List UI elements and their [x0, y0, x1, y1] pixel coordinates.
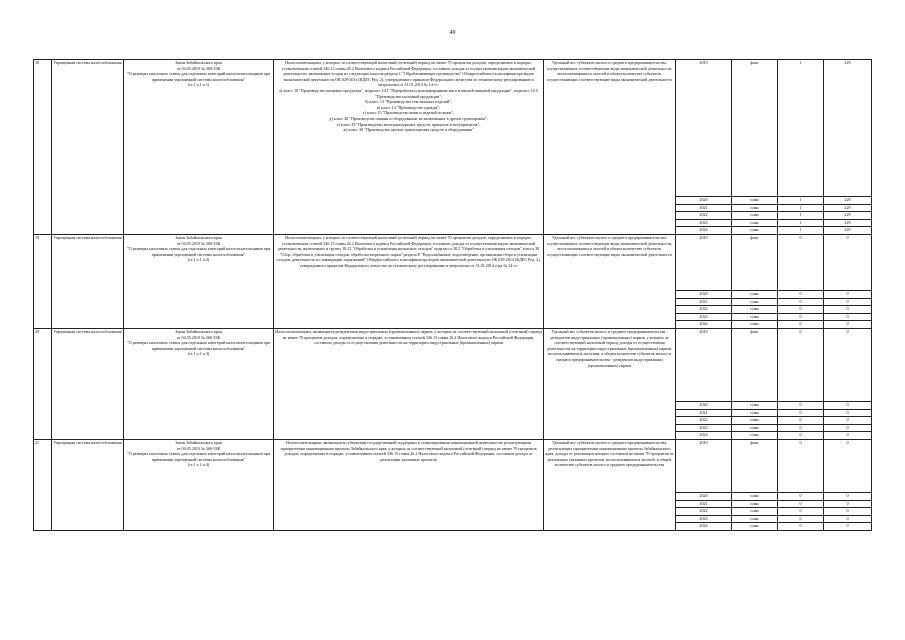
value-type-cell: план	[732, 409, 778, 417]
value-cell: 0	[778, 500, 824, 508]
value-cell: 0	[778, 439, 824, 492]
value-cell: 0	[778, 417, 824, 425]
value-type-cell: факт	[732, 328, 778, 401]
row-number: 20	[34, 328, 52, 439]
year-cell: 2024	[676, 227, 732, 235]
value-type-cell: план	[732, 523, 778, 531]
value-type-cell: факт	[732, 439, 778, 492]
value-cell: 1	[778, 219, 824, 227]
legal-basis: Закон Забайкальского края от 04.05.2010 № 360-ЗЗК "О размерах налоговых ставок для отдельных категорий налогоплательщиков при применении упрощенной системы налогообложения" (ст.1 ч.1 п.2)	[124, 234, 274, 328]
value-cell: 0	[824, 409, 872, 417]
value-cell: 0	[778, 409, 824, 417]
year-cell: 2021	[676, 500, 732, 508]
year-cell: 2019	[676, 328, 732, 401]
value-type-cell: план	[732, 204, 778, 212]
value-cell: 0	[824, 401, 872, 409]
tax-benefit-table	[33, 59, 872, 531]
value-cell: 229	[824, 204, 872, 212]
value-type-cell: план	[732, 290, 778, 298]
row-number: 21	[34, 439, 52, 530]
year-cell: 2019	[676, 439, 732, 492]
value-cell: 0	[824, 313, 872, 321]
value-cell: 1	[778, 204, 824, 212]
value-type-cell: план	[732, 227, 778, 235]
year-cell: 2019	[676, 60, 732, 197]
value-cell: 0	[778, 523, 824, 531]
value-cell: 229	[824, 212, 872, 220]
year-cell: 2022	[676, 417, 732, 425]
page-number: 49	[449, 30, 456, 36]
value-cell: 0	[824, 500, 872, 508]
value-type-cell: факт	[732, 234, 778, 290]
year-cell: 2021	[676, 204, 732, 212]
benefit-description: Налогоплательщики, являющиеся резидентами индустриальных (промышленных) парков, у которых за соответствующий налоговый (отчетный) период не менее 70 процентов доходов, определяемых в порядке, установленном статьей 346.15 главы 26.2 Налогового кодекса Российской Федерации, составили доходы от осуществления деятельности на территории индустриальных (промышленных) парков	[274, 328, 544, 439]
benefit-description: Налогоплательщики, у которых за соответствующий налоговый (отчетный) период не менее 70 процентов доходов, определяемых в порядке, установленном статьей 346.15 главы 26.2 Налогового кодекса Российской Федерации, составили доходы от осуществления видов экономической деятельности, включенных в один из следующих классов раздела С "Обрабатывающие производства" Общероссийского классификатора видов экономической деятельности ОК 029-2014 (КДЕС Ред. 2), утвержденного приказом Федерального агентства по техническому регулированию и метрологии от 31.01.2014 № 14-ст: а) класс 10 "Производство пищевых продуктов", подкласс 10.1 "Переработка и консервирование мяса и мясной пищевой продукции", подкласс 10.5 "Производство молочной продукции"; б) класс 13 "Производство текстильных изделий"; в) класс 14 "Производство одежды"; г) класс 15 "Производство кожи и изделий из кожи"; д) класс 28 "Производство машин и оборудования, не включенных в другие группировки"; е) класс 29 "Производство автотранспортных средств, прицепов и полуприцепов"; ж) класс 30 "Производство прочих транспортных средств и оборудования"	[274, 60, 544, 235]
value-cell: 0	[824, 439, 872, 492]
tax-name: Упрощенная система налогообложения	[52, 234, 124, 328]
value-cell: 229	[824, 227, 872, 235]
value-type-cell: план	[732, 313, 778, 321]
table-body	[34, 60, 872, 531]
benefit-description: Налогоплательщики, являющиеся субъектами государственной поддержки и стимулирования инновационной деятельности, реализующими приоритетные инновационные проекты Забайкальского края, у которых за соответствующий налоговый (отчетный) период не менее 70 процентов доходов, определяемых в порядке, установленном статьей 346.15 главы 26.2 Налогового кодекса Российской Федерации, составили доходы от реализации указанных проектов	[274, 439, 544, 530]
value-cell: 0	[778, 290, 824, 298]
year-cell: 2020	[676, 290, 732, 298]
value-cell: 0	[778, 298, 824, 306]
year-cell: 2019	[676, 234, 732, 290]
value-type-cell: план	[732, 424, 778, 432]
value-type-cell: план	[732, 508, 778, 516]
value-cell: 0	[778, 432, 824, 440]
value-cell: 0	[824, 515, 872, 523]
value-cell: 1	[778, 197, 824, 205]
legal-basis: Закон Забайкальского края от 04.05.2010 № 360-ЗЗК "О размерах налоговых ставок для отдельных категорий налогоплательщиков при применении упрощенной системы налогообложения" (ст.1 ч.1 п.3)	[124, 328, 274, 439]
value-cell: 0	[778, 234, 824, 290]
benefit-description: Налогоплательщики, у которых за соответствующий налоговый (отчетный) период не менее 70 процентов доходов, определяемых в порядке, установленном статьей 346.15 главы 26.2 Налогового кодекса Российской Федерации, составили доходы от осуществления видов экономической деятельности, включенных в группу 38.21 "Обработка и утилизация неопасных отходов" подкласса 38.2 "Обработка и утилизация отходов" класса 38 "Сбор, обработка и утилизация отходов, обработка вторичного сырья" раздела Е "Водоснабжение; водоотведение, организация сбора и утилизации отходов, деятельность по ликвидации загрязнений" Общероссийского классификатора видов экономической деятельности ОК 029-2014 (КДЕС Ред. 2), утвержденного приказом Федерального агентства по техническому регулированию и метрологии от 31.01.2014 года № 14-ст	[274, 234, 544, 328]
value-cell: 0	[824, 417, 872, 425]
value-cell: 0	[778, 321, 824, 329]
tax-name: Упрощенная система налогообложения	[52, 60, 124, 235]
tax-name: Упрощенная система налогообложения	[52, 439, 124, 530]
value-cell: 0	[824, 523, 872, 531]
year-cell: 2021	[676, 409, 732, 417]
value-type-cell: план	[732, 492, 778, 500]
value-cell: 229	[824, 60, 872, 197]
value-type-cell: план	[732, 500, 778, 508]
value-cell: 0	[824, 290, 872, 298]
tax-name: Упрощенная система налогообложения	[52, 328, 124, 439]
value-type-cell: план	[732, 321, 778, 329]
table-row	[34, 328, 872, 401]
table-row	[34, 234, 872, 290]
legal-basis: Закон Забайкальского края от 04.05.2010 № 360-ЗЗК "О размерах налоговых ставок для отдельных категорий налогоплательщиков при применении упрощенной системы налогообложения" (ст.1 ч.1 п.1)	[124, 60, 274, 235]
value-type-cell: план	[732, 417, 778, 425]
year-cell: 2022	[676, 212, 732, 220]
year-cell: 2024	[676, 523, 732, 531]
value-type-cell: план	[732, 212, 778, 220]
value-type-cell: план	[732, 197, 778, 205]
legal-basis: Закон Забайкальского края от 04.05.2010 № 360-ЗЗК "О размерах налоговых ставок для отдельных категорий налогоплательщиков при применении упрощенной системы налогообложения" (ст.1 ч.1 п.4)	[124, 439, 274, 530]
value-cell: 0	[778, 492, 824, 500]
year-cell: 2020	[676, 492, 732, 500]
value-cell: 0	[824, 306, 872, 314]
indicator-description: Удельный вес субъектов малого и среднего предпринимательства - резидентов индустриальных (промышленных) парков, у которых за соответствующий налоговый период доходы от осуществления деятельности на территории индустриальных (промышленных) парков, воспользовавшихся льготами, в общем количестве субъектов малого и среднего предпринимательства - резидентов индустриальных (промышленных) парков	[544, 328, 676, 439]
value-cell: 1	[778, 227, 824, 235]
value-cell: 0	[824, 298, 872, 306]
value-cell: 0	[778, 306, 824, 314]
value-cell: 0	[824, 492, 872, 500]
year-cell: 2023	[676, 424, 732, 432]
value-type-cell: план	[732, 432, 778, 440]
indicator-description: Удельный вес субъектов малого и среднего предпринимательства, реализующих приоритетные инновационные проекты Забайкальского края, доходы от реализации которых составили не менее 70 процентов от реализации указанных проектов, воспользовавшихся льготой, в общем количестве субъектов малого и среднего предпринимательства	[544, 439, 676, 530]
value-cell: 0	[824, 234, 872, 290]
value-type-cell: факт	[732, 60, 778, 197]
value-cell: 229	[824, 219, 872, 227]
indicator-description: Удельный вес субъектов малого и среднего предпринимательства, осуществляющих соответствующие виды экономической деятельности, воспользовавшихся льготой в общем количестве субъектов, осуществляющих соответствующие виды экономической деятельности	[544, 60, 676, 235]
value-cell: 0	[824, 328, 872, 401]
year-cell: 2020	[676, 401, 732, 409]
value-type-cell: план	[732, 515, 778, 523]
value-type-cell: план	[732, 306, 778, 314]
value-type-cell: план	[732, 298, 778, 306]
value-cell: 0	[824, 321, 872, 329]
value-cell: 0	[778, 508, 824, 516]
year-cell: 2024	[676, 321, 732, 329]
value-cell: 0	[778, 328, 824, 401]
value-type-cell: план	[732, 219, 778, 227]
table-row	[34, 60, 872, 197]
value-cell: 229	[824, 197, 872, 205]
year-cell: 2022	[676, 508, 732, 516]
year-cell: 2024	[676, 432, 732, 440]
year-cell: 2023	[676, 313, 732, 321]
row-number: 18	[34, 60, 52, 235]
value-type-cell: план	[732, 401, 778, 409]
value-cell: 0	[778, 313, 824, 321]
year-cell: 2023	[676, 515, 732, 523]
year-cell: 2022	[676, 306, 732, 314]
value-cell: 0	[824, 424, 872, 432]
value-cell: 0	[778, 424, 824, 432]
row-number: 19	[34, 234, 52, 328]
value-cell: 0	[778, 515, 824, 523]
value-cell: 0	[778, 401, 824, 409]
year-cell: 2020	[676, 197, 732, 205]
value-cell: 0	[824, 432, 872, 440]
year-cell: 2023	[676, 219, 732, 227]
value-cell: 1	[778, 212, 824, 220]
year-cell: 2021	[676, 298, 732, 306]
value-cell: 1	[778, 60, 824, 197]
table-row	[34, 439, 872, 492]
value-cell: 0	[824, 508, 872, 516]
indicator-description: Удельный вес субъектов малого и среднего предпринимательства, осуществляющих соответствующие виды экономической деятельности, воспользовавшихся льготой в общем количестве субъектов, осуществляющих соответствующие виды экономической деятельности	[544, 234, 676, 328]
